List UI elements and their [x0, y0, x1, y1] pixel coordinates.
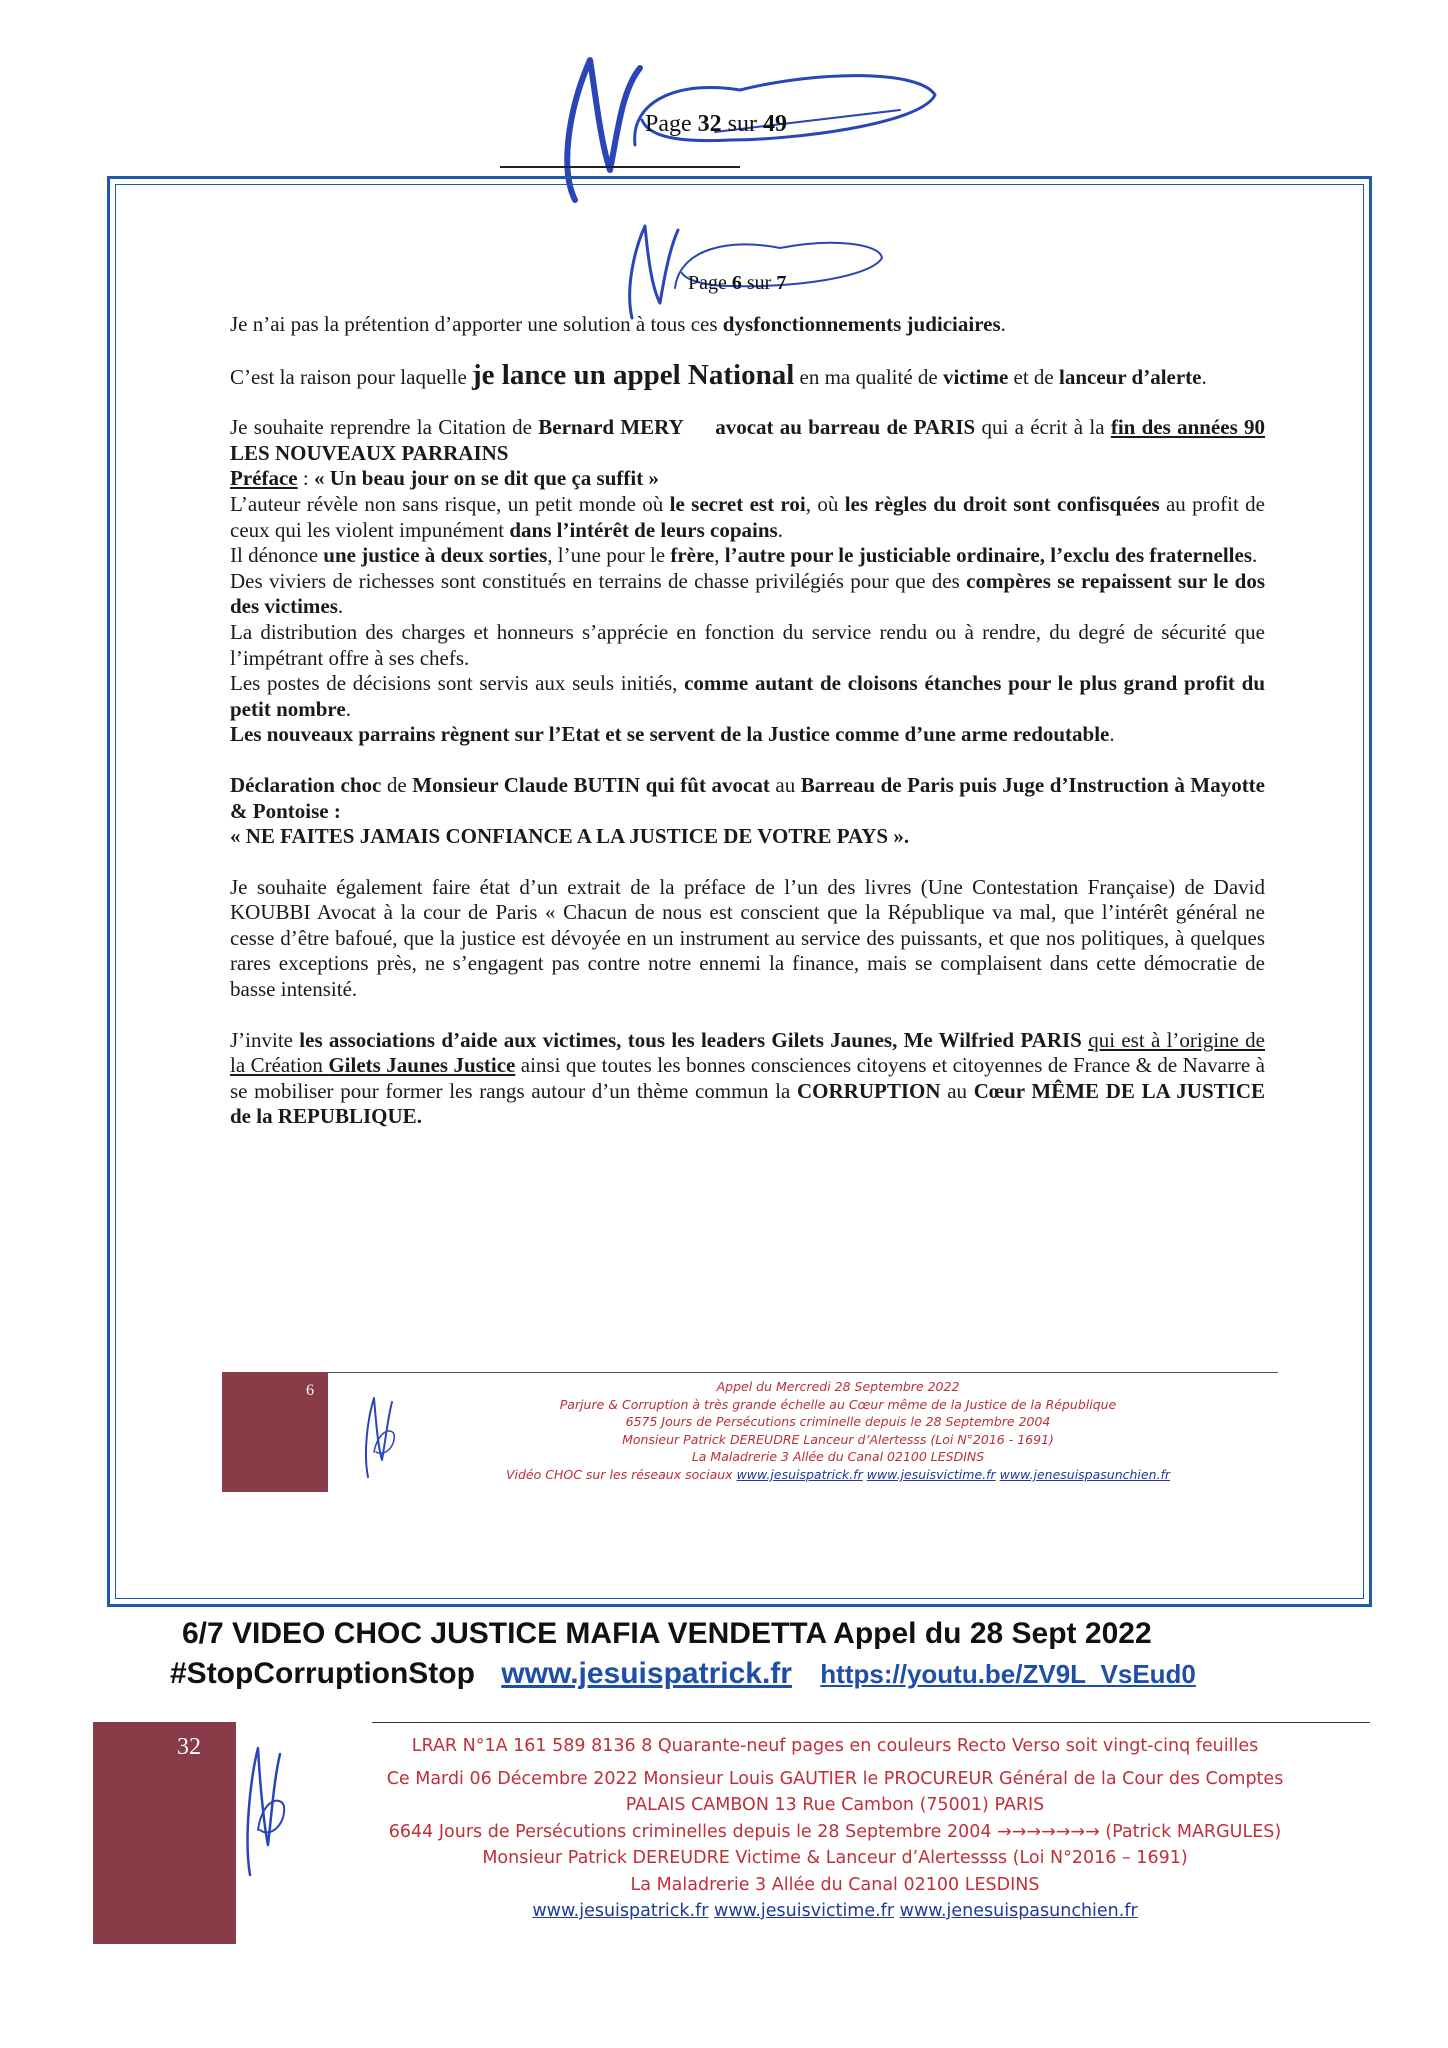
link-jesuispatrick[interactable]: www.jesuispatrick.fr	[736, 1466, 863, 1482]
caption-link-youtube[interactable]: https://youtu.be/ZV9L_VsEud0	[820, 1659, 1196, 1689]
outer-footer-links	[312, 1898, 1358, 1925]
caption-link-site[interactable]: www.jesuispatrick.fr	[501, 1657, 792, 1690]
hashtag: #StopCorruptionStop	[170, 1657, 475, 1690]
paragraph-intro: Je n’ai pas la prétention d’apporter une solution à tous ces dysfonctionnements judiciaires.	[230, 312, 1006, 336]
inner-footer-line: 6575 Jours de Persécutions criminelle depuis le 28 Septembre 2004	[625, 1414, 1051, 1430]
outer-footer-color-box	[93, 1722, 236, 1944]
outer-footer-signature	[240, 1740, 288, 1880]
link-jenesuispasunchien[interactable]: www.jenesuispasunchien.fr	[999, 1466, 1171, 1482]
outer-footer-line: Ce Mardi 06 Décembre 2022 Monsieur Louis GAUTIER le PROCUREUR Général de la Cour des Comptes	[386, 1768, 1284, 1789]
inner-footer-line: La Maladrerie 3 Allée du Canal 02100 LESDINS	[691, 1449, 985, 1465]
outer-footer-line: PALAIS CAMBON 13 Rue Cambon (75001) PARIS	[625, 1795, 1045, 1815]
inner-footer-line: Appel du Mercredi 28 Septembre 2022	[716, 1379, 960, 1394]
outer-footer-page-number: 32	[177, 1734, 201, 1760]
paragraph-appeal: C’est la raison pour laquelle je lance un appel National en ma qualité de victime et de lanceur d’alerte.	[230, 358, 1207, 391]
paragraph-koubbi: Je souhaite également faire état d’un extrait de la préface de l’un des livres (Une Contestation Française) de David KOUBBI Avocat à la cour de Paris « Chacun de nous est conscient que la République va mal, que l’intérêt général ne cesse d’être bafoué, que la justice est dévoyée en un instrument au service des puissants, et que nos politiques, à quelques rares exceptions près, ne s’engagent pas contre notre ennemi la finance, mais se complaisent dans cette démocratie de basse intensité.	[230, 874, 1265, 1002]
link-jenesuispasunchien[interactable]: www.jenesuispasunchien.fr	[899, 1901, 1138, 1921]
link-jesuispatrick[interactable]: www.jesuispatrick.fr	[532, 1901, 709, 1921]
outer-footer-line: LRAR N°1A 161 589 8136 8 Quarante-neuf pages en couleurs Recto Verso soit vingt-cinq feuilles	[411, 1736, 1259, 1756]
inner-page-number: Page 6 sur 7	[688, 272, 787, 294]
video-caption-title: 6/7 VIDEO CHOC JUSTICE MAFIA VENDETTA Appel du 28 Sept 2022	[182, 1617, 1152, 1650]
inner-footer-rule	[328, 1372, 1278, 1373]
video-caption-links	[170, 1657, 1196, 1691]
outer-footer-line: La Maladrerie 3 Allée du Canal 02100 LESDINS	[630, 1874, 1040, 1895]
inner-footer-links: Vidéo CHOC sur les réseaux sociaux www.jesuispatrick.fr www.jesuisvictime.fr www.jenesuispasunchien.fr	[505, 1466, 1171, 1482]
paragraph-declaration: Déclaration choc de Monsieur Claude BUTIN qui fût avocat au Barreau de Paris puis Juge d’Instruction à Mayotte & Pontoise : « NE FAITES JAMAIS CONFIANCE A LA JUSTICE DE VOTRE PAYS ».	[230, 772, 1265, 849]
inner-footer-line: Monsieur Patrick DEREUDRE Lanceur d’Alertesss (Loi N°2016 - 1691)	[622, 1431, 1054, 1447]
outer-page-number: Page 32 sur 49	[645, 111, 787, 137]
link-jesuisvictime[interactable]: www.jesuisvictime.fr	[866, 1466, 996, 1482]
letter-body	[230, 312, 1265, 1155]
caption-rule	[372, 1722, 1370, 1723]
inner-footer-page-number: 6	[306, 1382, 314, 1399]
outer-footer-text	[312, 1733, 1358, 1925]
paragraph-citation: Je souhaite reprendre la Citation de Bernard MERY avocat au barreau de PARIS qui a écrit à la fin des années 90 LES NOUVEAUX PARRAINS Préface : « Un beau jour on se dit que ça suffit » L’auteur révèle non sans risque, un petit monde où le secret est roi, où les règles du droit sont confisquées au profit de ceux qui les violent impunément dans l’intérêt de leurs copains. Il dénonce une justice à deux sorties, l’une pour le frère, l’autre pour le justiciable ordinaire, l’exclu des fraternelles. Des viviers de richesses sont constitués en terrains de chasse privilégiés pour que des compères se repaissent sur le dos des victimes. La distribution des charges et honneurs s’apprécie en fonction du service rendu ou à rendre, du degré de sécurité que l’impétrant offre à ses chefs. Les postes de décisions sont servis aux seuls initiés, comme autant de cloisons étanches pour le plus grand profit du petit nombre. Les nouveaux parrains règnent sur l’Etat et se servent de la Justice comme d’une arme redoutable.	[230, 415, 1266, 747]
inner-footer-text	[388, 1378, 1288, 1484]
outer-footer-line: 6644 Jours de Persécutions criminelles depuis le 28 Septembre 2004 →→→→→→→ (Patrick MARGULES)	[388, 1821, 1282, 1842]
paragraph-invitation: J’invite les associations d’aide aux victimes, tous les leaders Gilets Jaunes, Me Wilfried PARIS qui est à l’origine de la Création Gilets Jaunes Justice ainsi que toutes les bonnes consciences citoyens et citoyennes de France & de Navarre à se mobiliser pour former les rangs autour d’un thème commun la CORRUPTION au Cœur MÊME DE LA JUSTICE de la REPUBLIQUE.	[230, 1027, 1265, 1129]
link-jesuisvictime[interactable]: www.jesuisvictime.fr	[714, 1901, 895, 1921]
inner-footer-color-box	[222, 1372, 328, 1492]
outer-footer-line: Monsieur Patrick DEREUDRE Victime & Lanceur d’Alertessss (Loi N°2016 – 1691)	[482, 1848, 1188, 1868]
header-rule	[500, 166, 740, 168]
inner-footer-line: Parjure & Corruption à très grande échelle au Cœur même de la Justice de la République	[559, 1396, 1117, 1412]
